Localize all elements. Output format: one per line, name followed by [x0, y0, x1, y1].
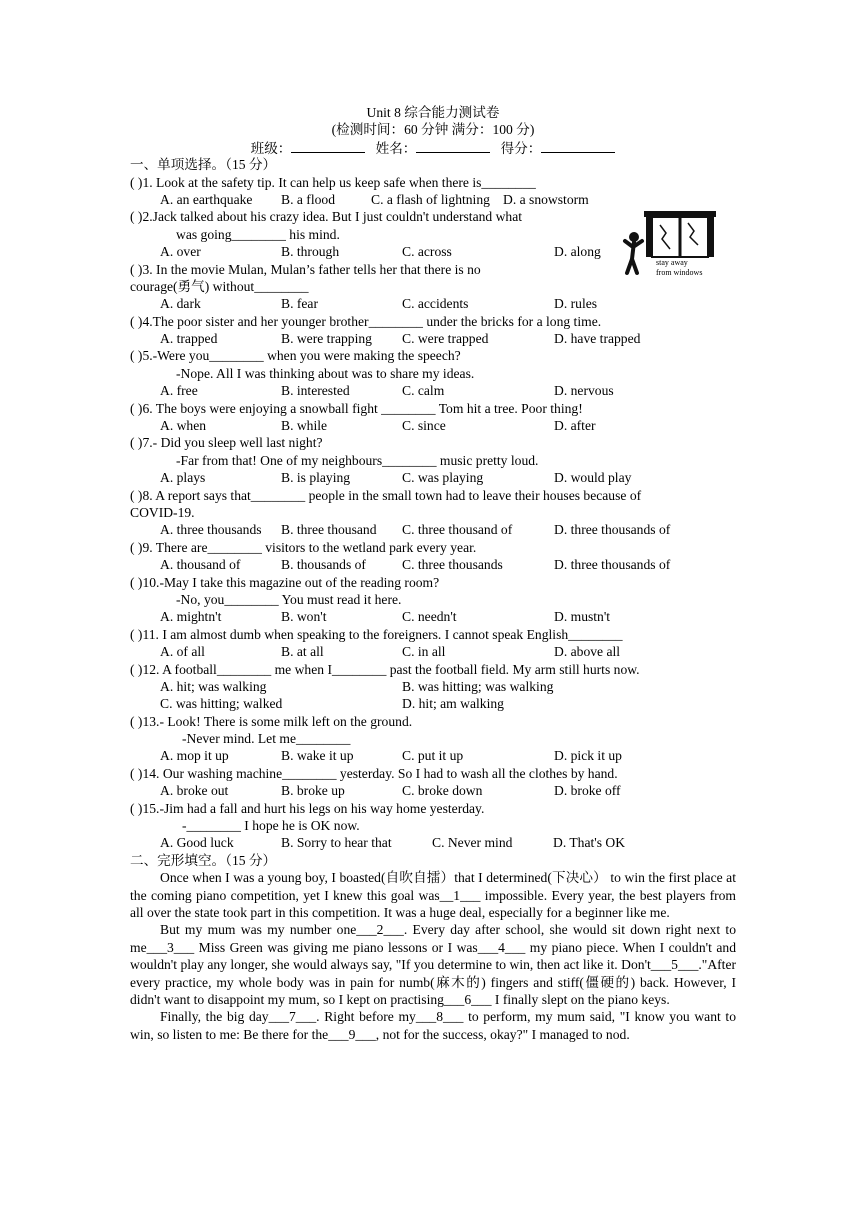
- stay-away-from-windows-illustration: [622, 205, 730, 285]
- question-stem: ( )3. In the movie Mulan, Mulan’s father tells her that there is no: [130, 261, 481, 277]
- question-stem-cont: -No, you________ You must read it here.: [176, 591, 402, 607]
- option: C. was playing: [402, 470, 484, 486]
- option: A. thousand of: [160, 557, 241, 573]
- option: D. a snowstorm: [503, 191, 589, 207]
- option: D. have trapped: [554, 331, 641, 347]
- section2-title: 二、完形填空。（15 分）: [130, 852, 277, 868]
- question-stem: ( )10.-May I take this magazine out of the reading room?: [130, 574, 440, 590]
- option: D. three thousands of: [554, 557, 671, 573]
- question-options: [130, 382, 736, 399]
- option: C. was hitting; walked: [160, 696, 283, 712]
- option: C. Never mind: [432, 835, 513, 851]
- option: A. dark: [160, 296, 201, 312]
- question-stem: ( )2.Jack talked about his crazy idea. But I just couldn't understand what: [130, 209, 523, 225]
- question-stem-cont: -________ I hope he is OK now.: [182, 818, 360, 834]
- question-stem: ( )11. I am almost dumb when speaking to the foreigners. I cannot speak English________: [130, 626, 623, 642]
- option: C. broke down: [402, 783, 483, 799]
- option: A. three thousands: [160, 522, 262, 538]
- section1-title: 一、单项选择。（15 分）: [130, 157, 277, 173]
- question-stem: ( )1. Look at the safety tip. It can help us keep safe when there is________: [130, 174, 536, 190]
- option: C. accidents: [402, 296, 469, 312]
- option: A. plays: [160, 470, 206, 486]
- option: A. an earthquake: [160, 191, 253, 207]
- option: C. three thousands: [402, 557, 503, 573]
- option: B. Sorry to hear that: [281, 835, 392, 851]
- option: D. along: [554, 244, 601, 260]
- option: B. thousands of: [281, 557, 366, 573]
- question-stem-cont: was going________ his mind.: [176, 226, 340, 242]
- question-stem: ( )12. A football________ me when I________ past the football field. My arm still hurts now.: [130, 661, 640, 677]
- option: B. won't: [281, 609, 327, 625]
- option: C. across: [402, 244, 452, 260]
- option: A. trapped: [160, 331, 218, 347]
- option: B. were trapping: [281, 331, 372, 347]
- option: D. hit; am walking: [402, 696, 504, 712]
- option: B. wake it up: [281, 748, 354, 764]
- question-options: [130, 521, 736, 538]
- passage-paragraph: But my mum was my number one___2___. Every day after school, she would sit down right next to me___3___ Miss Green was giving me piano lessons or I was___4___ my piano piece. When I couldn't and wouldn't play any longer, she would always say, "If you determine to win, then act like it. Don't___5___."After every practice, my whole body was in pain for numb(麻木的) fingers and stiff(僵硬的) back. However, I didn't want to disappoint my mum, so I kept on practising___6___ I finally slept on the piano keys.: [130, 922, 736, 1008]
- option: B. broke up: [281, 783, 345, 799]
- option: A. hit; was walking: [160, 678, 267, 694]
- question-stem: ( )7.- Did you sleep well last night?: [130, 435, 323, 451]
- page-title: Unit 8 综合能力测试卷: [366, 105, 500, 120]
- option: C. a flash of lightning: [371, 191, 490, 207]
- question-options: [130, 330, 736, 347]
- question-stem: ( )14. Our washing machine________ yesterday. So I had to wash all the clothes by hand.: [130, 765, 618, 781]
- question-options: [130, 608, 736, 625]
- option: C. put it up: [402, 748, 464, 764]
- option: D. broke off: [554, 783, 621, 799]
- question-options: [130, 695, 736, 712]
- question-stem-cont: -Never mind. Let me________: [182, 731, 351, 747]
- passage-paragraph: Finally, the big day___7___. Right before my___8___ to perform, my mum said, "I know you want to win, so listen to me: Be there for the___9___, not for the success, okay?" I managed to nod.: [130, 1009, 736, 1042]
- name-label: 姓名：: [375, 140, 417, 156]
- question-stem: ( )8. A report says that________ people in the small town had to leave their houses because of: [130, 487, 642, 503]
- question-options: [130, 643, 736, 660]
- option: D. pick it up: [554, 748, 622, 764]
- option: D. three thousands of: [554, 522, 671, 538]
- option: A. when: [160, 418, 207, 434]
- option: D. would play: [554, 470, 632, 486]
- option: B. is playing: [281, 470, 351, 486]
- question-options: [130, 747, 736, 764]
- question-stem-cont: courage(勇气) without________: [130, 278, 309, 294]
- option: A. mop it up: [160, 748, 229, 764]
- question-options: [130, 834, 736, 851]
- question-stem: ( )5.-Were you________ when you were making the speech?: [130, 348, 461, 364]
- option: B. was hitting; was walking: [402, 678, 554, 694]
- option: A. mightn't: [160, 609, 222, 625]
- score-label: 得分：: [500, 140, 542, 156]
- option: B. while: [281, 418, 328, 434]
- question-stem-cont: -Far from that! One of my neighbours________ music pretty loud.: [176, 452, 539, 468]
- class-blank: [291, 139, 365, 153]
- option: D. nervous: [554, 383, 614, 399]
- image-caption-line1: stay away: [656, 258, 688, 267]
- option: B. a flood: [281, 191, 335, 207]
- option: C. calm: [402, 383, 445, 399]
- option: C. three thousand of: [402, 522, 513, 538]
- option: B. interested: [281, 383, 350, 399]
- question-options: [130, 678, 736, 695]
- option: C. since: [402, 418, 446, 434]
- option: B. three thousand: [281, 522, 377, 538]
- option: D. mustn't: [554, 609, 611, 625]
- student-info: [130, 139, 736, 156]
- question-stem: ( )13.- Look! There is some milk left on the ground.: [130, 713, 413, 729]
- option: B. through: [281, 244, 340, 260]
- option: D. rules: [554, 296, 598, 312]
- question-options: [130, 469, 736, 486]
- option: A. over: [160, 244, 201, 260]
- name-blank: [416, 139, 490, 153]
- option: D. above all: [554, 644, 621, 660]
- option: C. in all: [402, 644, 446, 660]
- question-options: [130, 782, 736, 799]
- question-stem: ( )9. There are________ visitors to the wetland park every year.: [130, 539, 477, 555]
- option: C. were trapped: [402, 331, 489, 347]
- option: A. of all: [160, 644, 205, 660]
- score-blank: [541, 139, 615, 153]
- question-stem: ( )15.-Jim had a fall and hurt his legs on his way home yesterday.: [130, 800, 485, 816]
- page-subtitle: (检测时间：60 分钟 满分：100 分): [331, 122, 535, 138]
- option: B. fear: [281, 296, 318, 312]
- option: D. after: [554, 418, 596, 434]
- question-stem-cont: COVID-19.: [130, 504, 195, 520]
- option: D. That's OK: [553, 835, 626, 851]
- class-label: 班级：: [250, 140, 292, 156]
- question-stem-cont: -Nope. All I was thinking about was to share my ideas.: [176, 365, 475, 381]
- question-options: [130, 417, 736, 434]
- image-caption-line2: from windows: [656, 268, 703, 277]
- option: A. free: [160, 383, 198, 399]
- question-stem: ( )4.The poor sister and her younger brother________ under the bricks for a long time.: [130, 313, 602, 329]
- option: B. at all: [281, 644, 324, 660]
- option: A. broke out: [160, 783, 229, 799]
- question-options: [130, 295, 736, 312]
- option: A. Good luck: [160, 835, 234, 851]
- question-options: [130, 556, 736, 573]
- passage-paragraph: Once when I was a young boy, I boasted(自吹自擂）that I determined(下决心） to win the first place at the coming piano competition, yet I knew this goal was__1___ impossible. Every year, the best players from all over the state took part in this competition. It was a huge deal, especially for a beginner like me.: [130, 870, 736, 920]
- option: C. needn't: [402, 609, 457, 625]
- question-stem: ( )6. The boys were enjoying a snowball fight ________ Tom hit a tree. Poor thing!: [130, 400, 583, 416]
